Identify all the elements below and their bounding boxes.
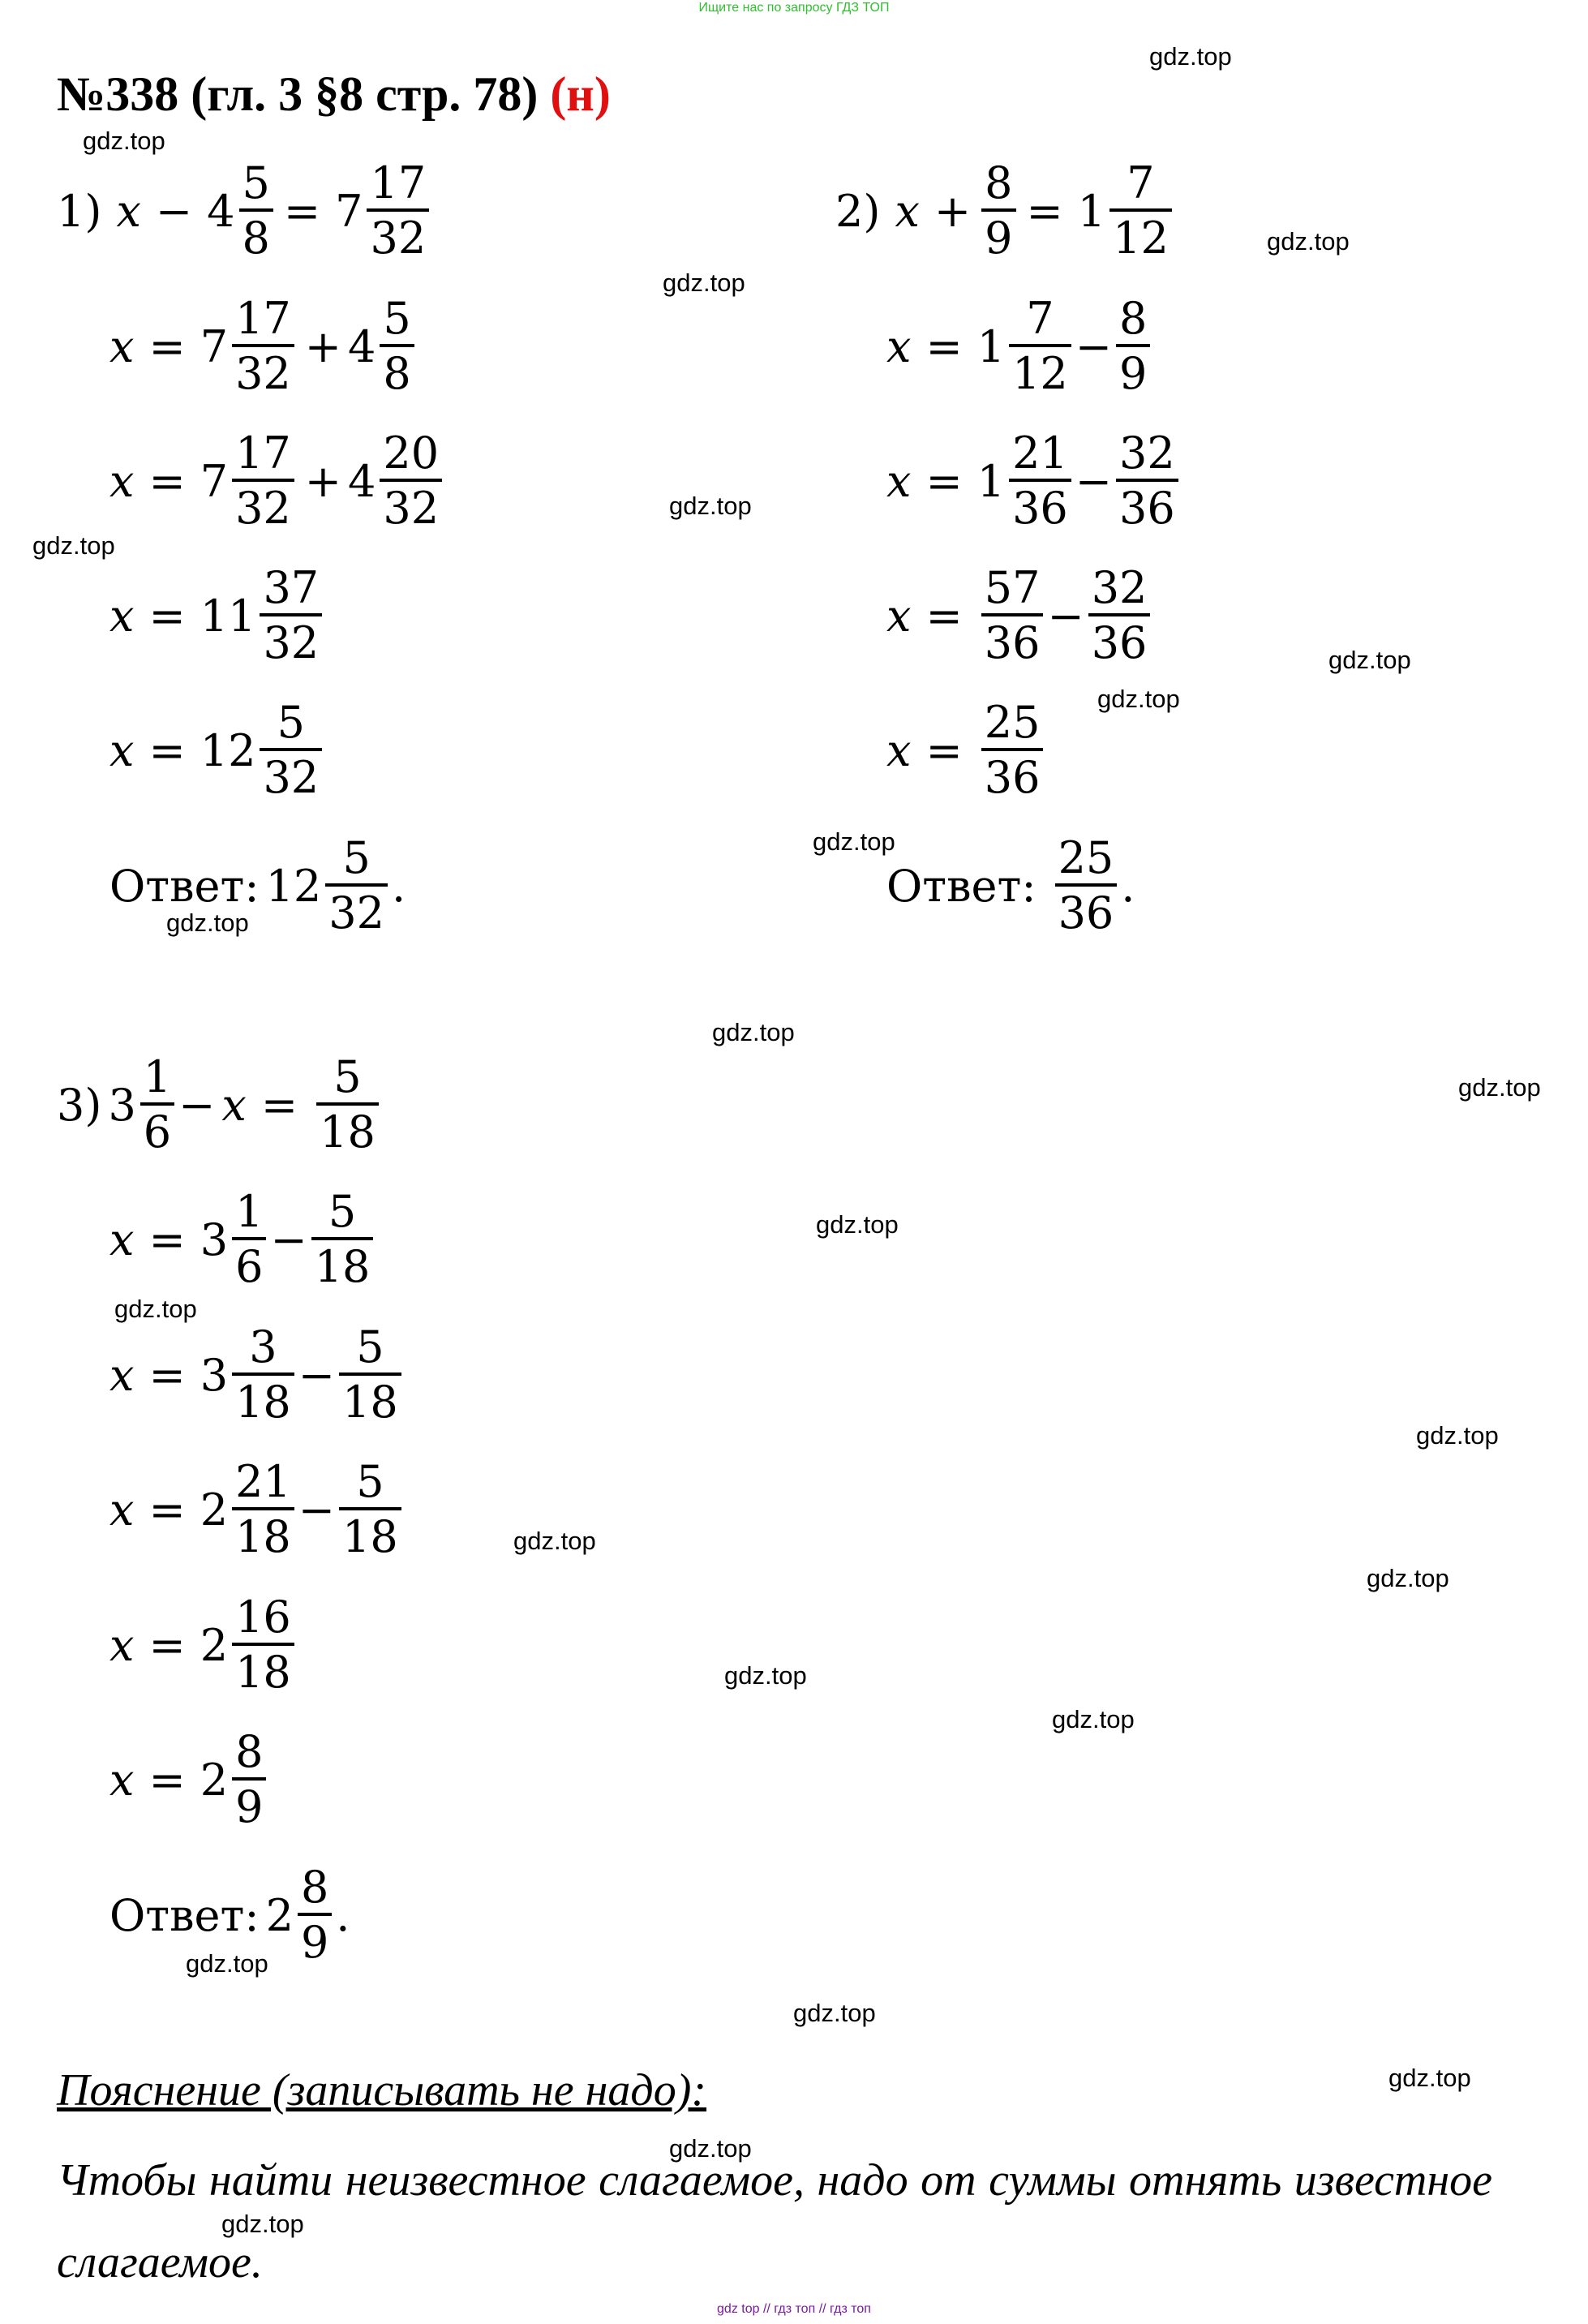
whole-part: 1: [976, 455, 1006, 507]
equals-sign: =: [148, 455, 186, 507]
watermark: gdz.top: [513, 1527, 596, 1555]
numerator: 8: [1119, 293, 1148, 344]
denominator: 18: [339, 1372, 401, 1424]
plus-sign: +: [933, 185, 972, 237]
problem-number: №338 (гл. 3 §8 стр. 78): [57, 67, 539, 121]
whole-part: 12: [265, 860, 322, 912]
variable-x: x: [109, 320, 135, 372]
fraction: [232, 1321, 294, 1428]
watermark: gdz.top: [793, 1999, 876, 2027]
numerator: 17: [235, 293, 291, 344]
whole-part: 2: [200, 1754, 229, 1806]
top-banner: Ищите нас по запросу ГДЗ ТОП: [698, 1, 890, 15]
watermark: gdz.top: [1416, 1421, 1499, 1450]
task2-line2: [886, 277, 1154, 415]
denominator: 36: [1055, 883, 1118, 935]
fraction: [232, 293, 294, 399]
numerator: 37: [263, 562, 320, 613]
equals-sign: =: [283, 185, 321, 237]
fraction: [232, 1726, 266, 1832]
denominator: 9: [232, 1777, 266, 1829]
whole-part: 1: [976, 320, 1006, 372]
denominator: 32: [380, 479, 442, 531]
variable-x: x: [886, 724, 912, 776]
fraction: [1009, 427, 1071, 534]
task2-label: 2): [835, 185, 881, 237]
numerator: 20: [383, 427, 440, 479]
denominator: 32: [325, 883, 388, 935]
variable-x: x: [109, 455, 135, 507]
watermark: gdz.top: [669, 492, 752, 520]
bottom-banner: gdz top // гдз топ // гдз топ: [717, 2302, 871, 2316]
watermark: gdz.top: [1328, 646, 1411, 674]
numerator: 5: [277, 697, 305, 748]
task3-line2: [109, 1171, 377, 1308]
task2-answer: [886, 817, 1135, 955]
fraction: [1055, 832, 1118, 939]
task1-line4: [109, 547, 326, 685]
numerator: 32: [1091, 562, 1148, 613]
variable-x: x: [109, 1754, 135, 1806]
equals-sign: =: [148, 1349, 186, 1401]
minus-sign: −: [298, 1484, 336, 1536]
minus-sign: −: [1075, 320, 1113, 372]
variable-x: x: [221, 1079, 247, 1131]
numerator: 5: [328, 1186, 357, 1237]
denominator: 32: [367, 208, 429, 260]
task1-line5: [109, 681, 326, 819]
numerator: 5: [383, 293, 411, 344]
fraction: [232, 1186, 266, 1292]
equals-sign: =: [925, 320, 963, 372]
period: .: [1121, 860, 1135, 912]
denominator: 18: [311, 1237, 374, 1289]
variable-x: x: [895, 185, 920, 237]
fraction: [140, 1051, 174, 1158]
task3-line4: [109, 1441, 406, 1579]
variable-x: x: [886, 455, 912, 507]
whole-part: 2: [200, 1484, 229, 1536]
fraction: [232, 427, 294, 534]
period: .: [392, 860, 406, 912]
whole-part: 7: [200, 320, 229, 372]
denominator: 6: [140, 1102, 174, 1154]
numerator: 21: [235, 1456, 291, 1507]
fraction: [1088, 562, 1151, 668]
fraction: [380, 293, 414, 399]
variable-x: x: [886, 320, 912, 372]
problem-title: [57, 67, 611, 122]
task2-line4: [886, 547, 1154, 685]
watermark: gdz.top: [1267, 227, 1350, 256]
whole-part: 2: [265, 1889, 294, 1941]
whole-part: 4: [348, 320, 376, 372]
denominator: 36: [981, 613, 1044, 665]
task1-line1: [57, 142, 433, 280]
watermark: gdz.top: [83, 127, 165, 155]
numerator: 25: [1058, 832, 1114, 883]
answer-label: Ответ:: [109, 1889, 260, 1941]
watermark: gdz.top: [1388, 2064, 1471, 2092]
denominator: 6: [232, 1237, 266, 1289]
task1-line2: [109, 277, 418, 415]
fraction: [367, 157, 429, 264]
equals-sign: =: [148, 1754, 186, 1806]
denominator: 36: [981, 748, 1044, 800]
denominator: 12: [1109, 208, 1172, 260]
equals-sign: =: [148, 590, 186, 642]
whole-part: 4: [348, 455, 376, 507]
explanation-title: Пояснение (записывать не надо):: [57, 2065, 707, 2116]
fraction: [232, 1592, 294, 1698]
whole-part: 2: [200, 1619, 229, 1671]
numerator: 32: [1119, 427, 1175, 479]
numerator: 5: [242, 157, 270, 208]
watermark: gdz.top: [724, 1661, 807, 1690]
variable-x: x: [109, 590, 135, 642]
denominator: 9: [981, 208, 1015, 260]
watermark: gdz.top: [186, 1949, 268, 1978]
numerator: 8: [235, 1726, 264, 1777]
numerator: 5: [356, 1456, 384, 1507]
task2-line1: [835, 142, 1176, 280]
whole-part: 3: [200, 1349, 229, 1401]
watermark: gdz.top: [1458, 1073, 1541, 1102]
watermark: gdz.top: [32, 531, 115, 560]
variable-x: x: [886, 590, 912, 642]
fraction: [325, 832, 388, 939]
denominator: 32: [260, 748, 322, 800]
minus-sign: −: [270, 1214, 307, 1265]
fraction: [380, 427, 442, 534]
numerator: 57: [984, 562, 1041, 613]
denominator: 9: [1116, 344, 1150, 396]
task3-line1: [57, 1036, 383, 1174]
fraction: [1116, 427, 1178, 534]
denominator: 12: [1009, 344, 1071, 396]
fraction: [339, 1321, 401, 1428]
whole-part: 7: [200, 455, 229, 507]
numerator: 16: [235, 1592, 291, 1643]
fraction: [239, 157, 273, 264]
equals-sign: =: [1026, 185, 1063, 237]
task3-line6: [109, 1711, 270, 1849]
minus-sign: −: [1047, 590, 1084, 642]
denominator: 8: [380, 344, 414, 396]
denominator: 36: [1009, 479, 1071, 531]
denominator: 32: [232, 344, 294, 396]
numerator: 25: [984, 697, 1041, 748]
denominator: 36: [1088, 613, 1151, 665]
equals-sign: =: [260, 1079, 298, 1131]
whole-part: 12: [200, 724, 256, 776]
plus-sign: +: [304, 320, 342, 372]
task3-label: 3): [57, 1079, 102, 1131]
numerator: 7: [1127, 157, 1155, 208]
equals-sign: =: [925, 724, 963, 776]
denominator: 18: [316, 1102, 379, 1154]
watermark: gdz.top: [813, 827, 895, 856]
answer-label: Ответ:: [109, 860, 260, 912]
numerator: 21: [1012, 427, 1068, 479]
task1-label: 1): [57, 185, 102, 237]
fraction: [1109, 157, 1172, 264]
watermark: gdz.top: [669, 2134, 752, 2163]
denominator: 18: [232, 1507, 294, 1559]
denominator: 18: [339, 1507, 401, 1559]
whole-part: 11: [200, 590, 256, 642]
fraction: [339, 1456, 401, 1562]
fraction: [232, 1456, 294, 1562]
watermark: gdz.top: [816, 1210, 899, 1239]
watermark: gdz.top: [1367, 1564, 1449, 1592]
fraction: [311, 1186, 374, 1292]
new-mark: (н): [550, 67, 611, 121]
variable-x: x: [109, 724, 135, 776]
numerator: 7: [1026, 293, 1054, 344]
fraction: [981, 697, 1044, 803]
period: .: [336, 1889, 350, 1941]
denominator: 18: [232, 1643, 294, 1695]
task3-line5: [109, 1576, 298, 1714]
task1-answer: [109, 817, 406, 955]
watermark: gdz.top: [1052, 1705, 1135, 1733]
variable-x: x: [109, 1619, 135, 1671]
fraction: [981, 157, 1015, 264]
fraction: [298, 1862, 332, 1968]
denominator: 36: [1116, 479, 1178, 531]
whole-part: 3: [108, 1079, 136, 1131]
fraction: [260, 562, 322, 668]
whole-part: 7: [335, 185, 363, 237]
variable-x: x: [116, 185, 141, 237]
watermark: gdz.top: [1097, 685, 1180, 713]
variable-x: x: [109, 1484, 135, 1536]
numerator: 17: [235, 427, 291, 479]
whole-part: 4: [207, 185, 235, 237]
numerator: 5: [333, 1051, 362, 1102]
numerator: 5: [356, 1321, 384, 1372]
numerator: 1: [235, 1186, 264, 1237]
equals-sign: =: [148, 320, 186, 372]
fraction: [1009, 293, 1071, 399]
watermark: gdz.top: [1149, 42, 1232, 71]
whole-part: 1: [1077, 185, 1106, 237]
denominator: 32: [260, 613, 322, 665]
fraction: [260, 697, 322, 803]
variable-x: x: [109, 1349, 135, 1401]
equals-sign: =: [148, 1214, 186, 1265]
whole-part: 3: [200, 1214, 229, 1265]
variable-x: x: [109, 1214, 135, 1265]
watermark: gdz.top: [663, 268, 745, 297]
denominator: 9: [298, 1913, 332, 1965]
denominator: 32: [232, 479, 294, 531]
answer-label: Ответ:: [886, 860, 1036, 912]
numerator: 5: [342, 832, 371, 883]
numerator: 1: [143, 1051, 172, 1102]
minus-sign: −: [298, 1349, 336, 1401]
task2-line5: [886, 681, 1047, 819]
task2-line3: [886, 412, 1182, 550]
fraction: [316, 1051, 379, 1158]
numerator: 8: [985, 157, 1013, 208]
fraction: [981, 562, 1044, 668]
minus-sign: −: [1075, 455, 1113, 507]
explanation-text: Чтобы найти неизвестное слагаемое, надо от суммы отнять известное слагаемое.: [57, 2155, 1492, 2287]
numerator: 3: [249, 1321, 277, 1372]
watermark: gdz.top: [114, 1295, 197, 1323]
minus-sign: −: [178, 1079, 216, 1131]
equals-sign: =: [148, 1619, 186, 1671]
task1-line3: [109, 412, 446, 550]
fraction: [1116, 293, 1150, 399]
denominator: 18: [232, 1372, 294, 1424]
equals-sign: =: [148, 1484, 186, 1536]
equals-sign: =: [148, 724, 186, 776]
task3-line3: [109, 1306, 406, 1444]
plus-sign: +: [304, 455, 342, 507]
equals-sign: =: [925, 590, 963, 642]
equals-sign: =: [925, 455, 963, 507]
minus-sign: −: [155, 185, 193, 237]
denominator: 8: [239, 208, 273, 260]
numerator: 17: [370, 157, 427, 208]
numerator: 8: [300, 1862, 329, 1913]
watermark: gdz.top: [166, 909, 249, 937]
watermark: gdz.top: [221, 2210, 304, 2238]
watermark: gdz.top: [712, 1018, 795, 1046]
